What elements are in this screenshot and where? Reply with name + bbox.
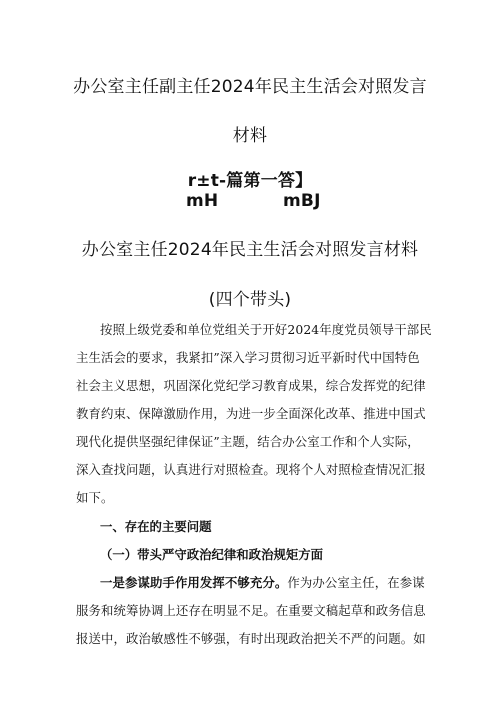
garbled-text-left: mH (186, 191, 219, 211)
paragraph-1-first-line (100, 573, 425, 591)
intro-line-1: 按照上级党委和单位党组关于开好2024年度党员领导干部民 (100, 322, 432, 337)
intro-line-6: 深入查找问题，认真进行对照检查。现将个人对照检查情况汇报 (76, 462, 426, 477)
garbled-text-right: mBJ (283, 191, 321, 211)
document-title-line-2: 材料 (232, 126, 268, 146)
document-subtitle-note: (四个带头) (208, 290, 292, 310)
paragraph-1-lead: 一是参谋助手作用发挥不够充分。 (100, 575, 288, 590)
paragraph-1-line-2: 服务和统筹协调上还存在明显不足。在重要文稿起草和政务信息 (76, 603, 426, 618)
intro-line-4: 教育约束、保障激励作用，为进一步全面深化改革、推进中国式 (76, 406, 426, 421)
intro-line-2: 主生活会的要求，我紧扣”深入学习贯彻习近平新时代中国特色 (76, 350, 420, 365)
paragraph-1-rest: 作为办公室主任，在参谋 (287, 575, 425, 590)
document-title-line-1: 办公室主任副主任2024年民主生活会对照发言 (73, 77, 427, 97)
paragraph-1-line-3: 报送中，政治敏感性不够强，有时出现政治把关不严的问题。如 (76, 631, 426, 646)
garbled-header-line: r±t-篇第一答】 (187, 171, 313, 191)
intro-line-5: 现代化提供坚强纪律保证”主题，结合办公室工作和个人实际， (76, 434, 420, 449)
intro-line-7: 如下。 (76, 490, 114, 505)
section-heading: 一、存在的主要问题 (100, 519, 212, 534)
document-subtitle: 办公室主任2024年民主生活会对照发言材料 (81, 240, 419, 260)
intro-line-3: 社会主义思想，巩固深化党纪学习教育成果，综合发挥党的纪律 (76, 378, 426, 393)
subsection-heading: （一）带头严守政治纪律和政治规矩方面 (100, 547, 324, 562)
